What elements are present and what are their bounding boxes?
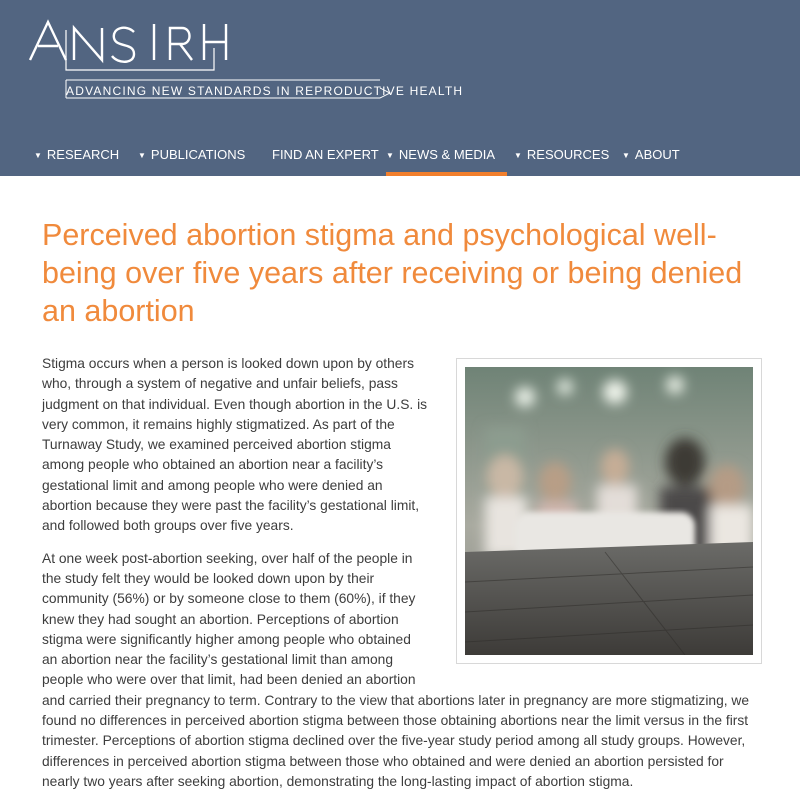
nav-item-research[interactable] xyxy=(34,132,119,176)
nav-item-label: PUBLICATIONS xyxy=(150,147,246,162)
article-photo xyxy=(465,367,753,655)
main-nav xyxy=(0,132,800,176)
nav-item-about[interactable] xyxy=(622,132,680,176)
site-header xyxy=(0,0,800,176)
nav-item-label: RESOURCES xyxy=(526,147,610,162)
article-paragraph: Stigma occurs when a person is looked down upon by others who, through a system of negative and unfair beliefs, pass judgment on that individual. Even though abortion in the U.S. is very common, it remains highly stigmatized. As part of the Turnaway Study, we examined perceived abortion stigma among people who obtained an abortion near a facility’s gestational limit and among people who were denied an abortion because they were past the facility’s gestational limit, and followed both groups over five years. xyxy=(42,356,428,534)
cafe-table-image xyxy=(465,367,753,655)
nav-item-publications[interactable] xyxy=(138,132,245,176)
nav-item-news-media[interactable] xyxy=(386,132,507,176)
chevron-down-icon: ▼ xyxy=(514,151,522,160)
site-tagline: ADVANCING NEW STANDARDS IN REPRODUCTIVE HEALTH xyxy=(66,84,464,98)
article-photo-frame xyxy=(456,358,762,664)
nav-item-find-an-expert[interactable] xyxy=(272,132,379,176)
article-title: Perceived abortion stigma and psychological well-being over five years after receiving or being denied an abortion xyxy=(42,218,743,328)
article-body xyxy=(42,354,762,792)
chevron-down-icon: ▼ xyxy=(138,151,146,160)
nav-item-label: NEWS & MEDIA xyxy=(398,147,495,162)
chevron-down-icon: ▼ xyxy=(622,151,630,160)
nav-item-resources[interactable] xyxy=(514,132,609,176)
nav-item-label: ABOUT xyxy=(634,147,680,162)
nav-item-label: RESEARCH xyxy=(46,147,120,162)
chevron-down-icon: ▼ xyxy=(34,151,42,160)
chevron-down-icon: ▼ xyxy=(386,151,394,160)
nav-item-label: FIND AN EXPERT xyxy=(272,147,379,162)
site-logo[interactable] xyxy=(28,18,464,110)
article-paragraph: At one week post-abortion seeking, over half of the people in the study felt they would be looked down upon by their community (56%) or by someone close to them (60%), if they knew they had sought an abortion. Perceptions of abortion stigma were significantly higher among people who obtained an abortion near the facility’s gestational limit than among people who were over that limit, had been denied an abortion and carried their pregnancy to term. Contrary to the view that abortions later in pregnancy are more stigmatizing, we found no differences in perceived abortion stigma between those obtaining abortions near the limit versus in the first trimester. Perceptions of abortion stigma declined over the five-year study period among all study groups. However, differences in perceived abortion stigma between those who obtained and were denied an abortion persisted for nearly two years after seeking abortion, demonstrating the long-lasting impact of abortion stigma. xyxy=(42,550,750,789)
